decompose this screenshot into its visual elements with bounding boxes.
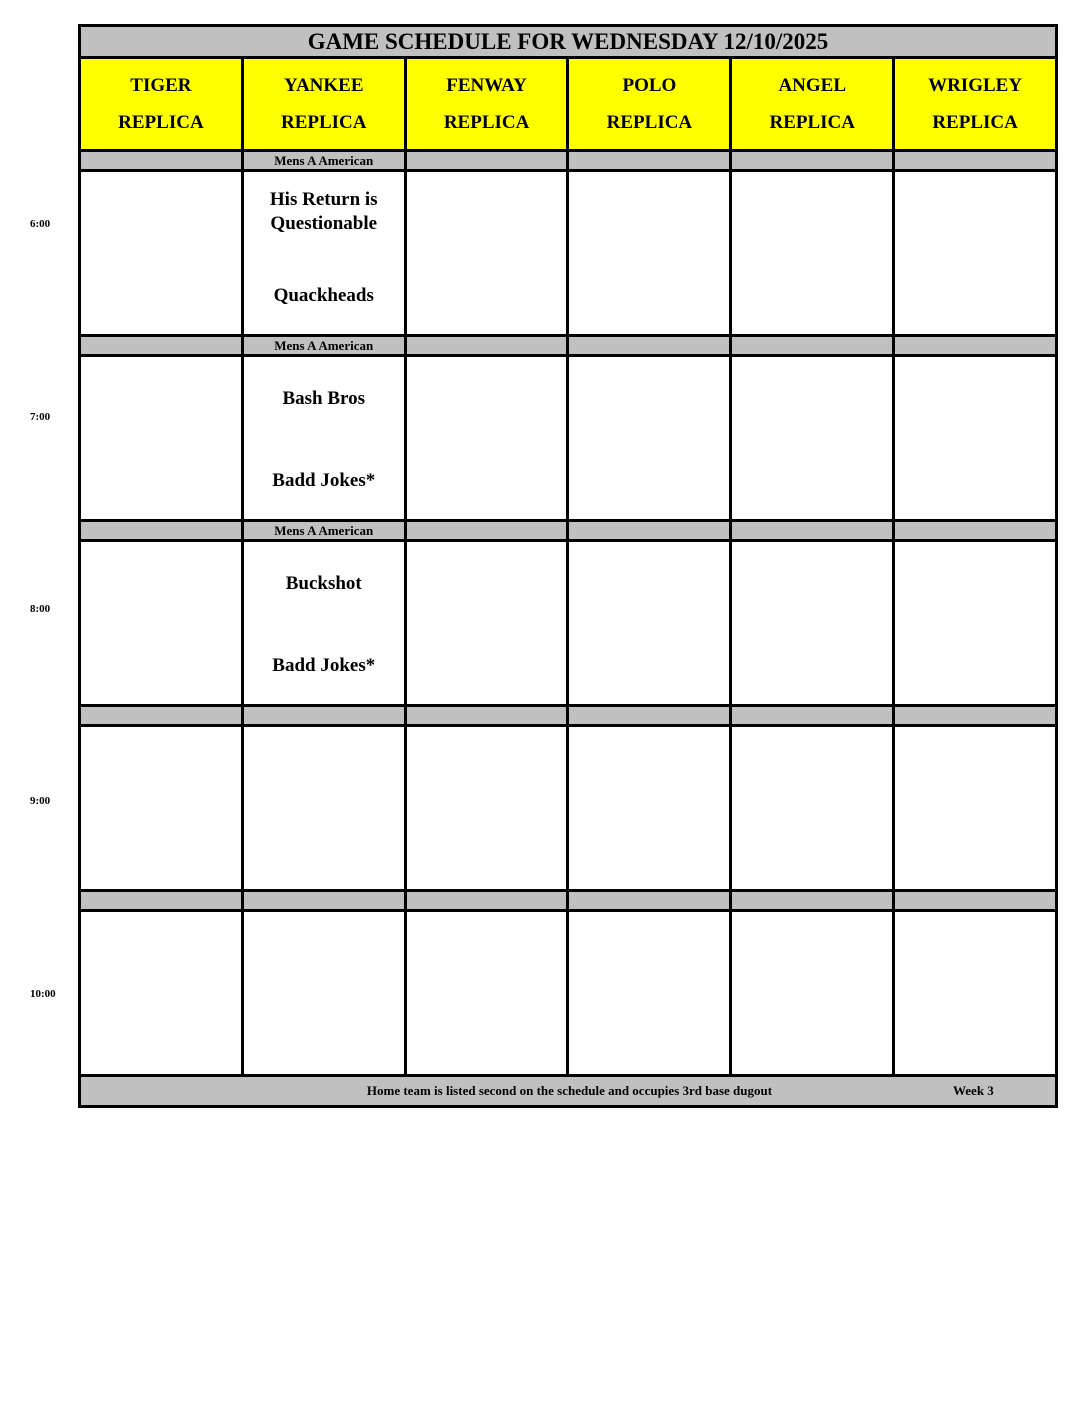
field-type: REPLICA [280, 112, 367, 133]
league-cell [894, 336, 1057, 356]
away-team: His Return is Questionable [269, 189, 378, 234]
game-cell [568, 726, 731, 891]
league-cell [894, 706, 1057, 726]
footer-note: Home team is listed second on the schedule and occupies 3rd base dugout [366, 1083, 773, 1098]
footer-row [80, 1076, 1057, 1107]
league-cell [405, 706, 568, 726]
field-header [405, 58, 568, 151]
league-cell [405, 891, 568, 911]
field-header [894, 58, 1057, 151]
away-team: Bash Bros [282, 388, 366, 409]
league-row [80, 151, 1057, 171]
time-label: 6:00 [30, 218, 51, 230]
game-cell [894, 726, 1057, 891]
away-team: Buckshot [285, 573, 362, 594]
league-cell [568, 891, 731, 911]
league-cell [242, 706, 405, 726]
field-header [80, 58, 243, 151]
game-row [80, 171, 1057, 336]
league-row [80, 891, 1057, 911]
week-label: Week 3 [953, 1083, 994, 1098]
game-cell [894, 541, 1057, 706]
game-cell [80, 541, 243, 706]
home-team: Badd Jokes* [272, 470, 376, 491]
game-cell [242, 726, 405, 891]
league-cell: Mens A American [242, 521, 405, 541]
league-cell [405, 336, 568, 356]
home-team: Badd Jokes* [272, 655, 376, 676]
field-header-row [80, 58, 1057, 151]
field-type: REPLICA [769, 112, 855, 133]
game-cell [568, 171, 731, 336]
league-cell [894, 521, 1057, 541]
league-row [80, 521, 1057, 541]
game-cell [731, 171, 894, 336]
league-cell: Mens A American [242, 336, 405, 356]
game-cell [80, 726, 243, 891]
league-cell [568, 336, 731, 356]
league-cell [894, 891, 1057, 911]
game-row [80, 356, 1057, 521]
league-cell: Mens A American [242, 151, 405, 171]
time-label: 10:00 [30, 988, 56, 1000]
field-name: POLO [622, 75, 677, 96]
league-cell [405, 521, 568, 541]
league-cell [568, 521, 731, 541]
field-name: YANKEE [283, 75, 364, 96]
game-cell [405, 541, 568, 706]
league-cell [731, 521, 894, 541]
field-type: REPLICA [606, 112, 693, 133]
game-cell [405, 356, 568, 521]
game-cell [731, 726, 894, 891]
footer-cell [80, 1076, 1057, 1107]
league-cell [80, 151, 243, 171]
game-cell [568, 911, 731, 1076]
game-cell [80, 171, 243, 336]
game-row [80, 911, 1057, 1076]
league-cell [731, 151, 894, 171]
game-cell [568, 541, 731, 706]
field-header [242, 58, 405, 151]
page-title: GAME SCHEDULE FOR WEDNESDAY 12/10/2025 [80, 26, 1057, 58]
time-label: 7:00 [30, 411, 51, 423]
game-cell [894, 171, 1057, 336]
league-row [80, 706, 1057, 726]
league-cell [568, 151, 731, 171]
game-cell [242, 541, 405, 706]
league-cell [731, 336, 894, 356]
league-cell [405, 151, 568, 171]
field-type: REPLICA [932, 112, 1018, 133]
time-label: 8:00 [30, 603, 51, 615]
game-cell [405, 726, 568, 891]
game-cell [731, 541, 894, 706]
field-name: ANGEL [778, 75, 847, 96]
game-row [80, 541, 1057, 706]
game-row [80, 726, 1057, 891]
field-name: WRIGLEY [928, 75, 1023, 96]
game-cell [405, 171, 568, 336]
field-header [568, 58, 731, 151]
league-cell [568, 706, 731, 726]
game-cell [568, 356, 731, 521]
league-cell [731, 891, 894, 911]
field-name: TIGER [130, 75, 192, 96]
league-cell [894, 151, 1057, 171]
game-cell [242, 356, 405, 521]
game-cell [894, 356, 1057, 521]
schedule-table [78, 24, 1058, 1108]
game-cell [731, 356, 894, 521]
title-row [80, 26, 1057, 58]
league-cell [80, 336, 243, 356]
field-header [731, 58, 894, 151]
home-team: Quackheads [273, 285, 374, 306]
game-cell [242, 911, 405, 1076]
field-type: REPLICA [443, 112, 530, 133]
game-cell [80, 911, 243, 1076]
field-name: FENWAY [446, 75, 527, 96]
game-cell [731, 911, 894, 1076]
game-cell [405, 911, 568, 1076]
league-cell [242, 891, 405, 911]
game-cell [242, 171, 405, 336]
game-cell [80, 356, 243, 521]
field-type: REPLICA [118, 112, 204, 133]
league-cell [80, 521, 243, 541]
league-cell [731, 706, 894, 726]
league-cell [80, 706, 243, 726]
league-cell [80, 891, 243, 911]
time-label: 9:00 [30, 795, 51, 807]
league-row [80, 336, 1057, 356]
game-cell [894, 911, 1057, 1076]
